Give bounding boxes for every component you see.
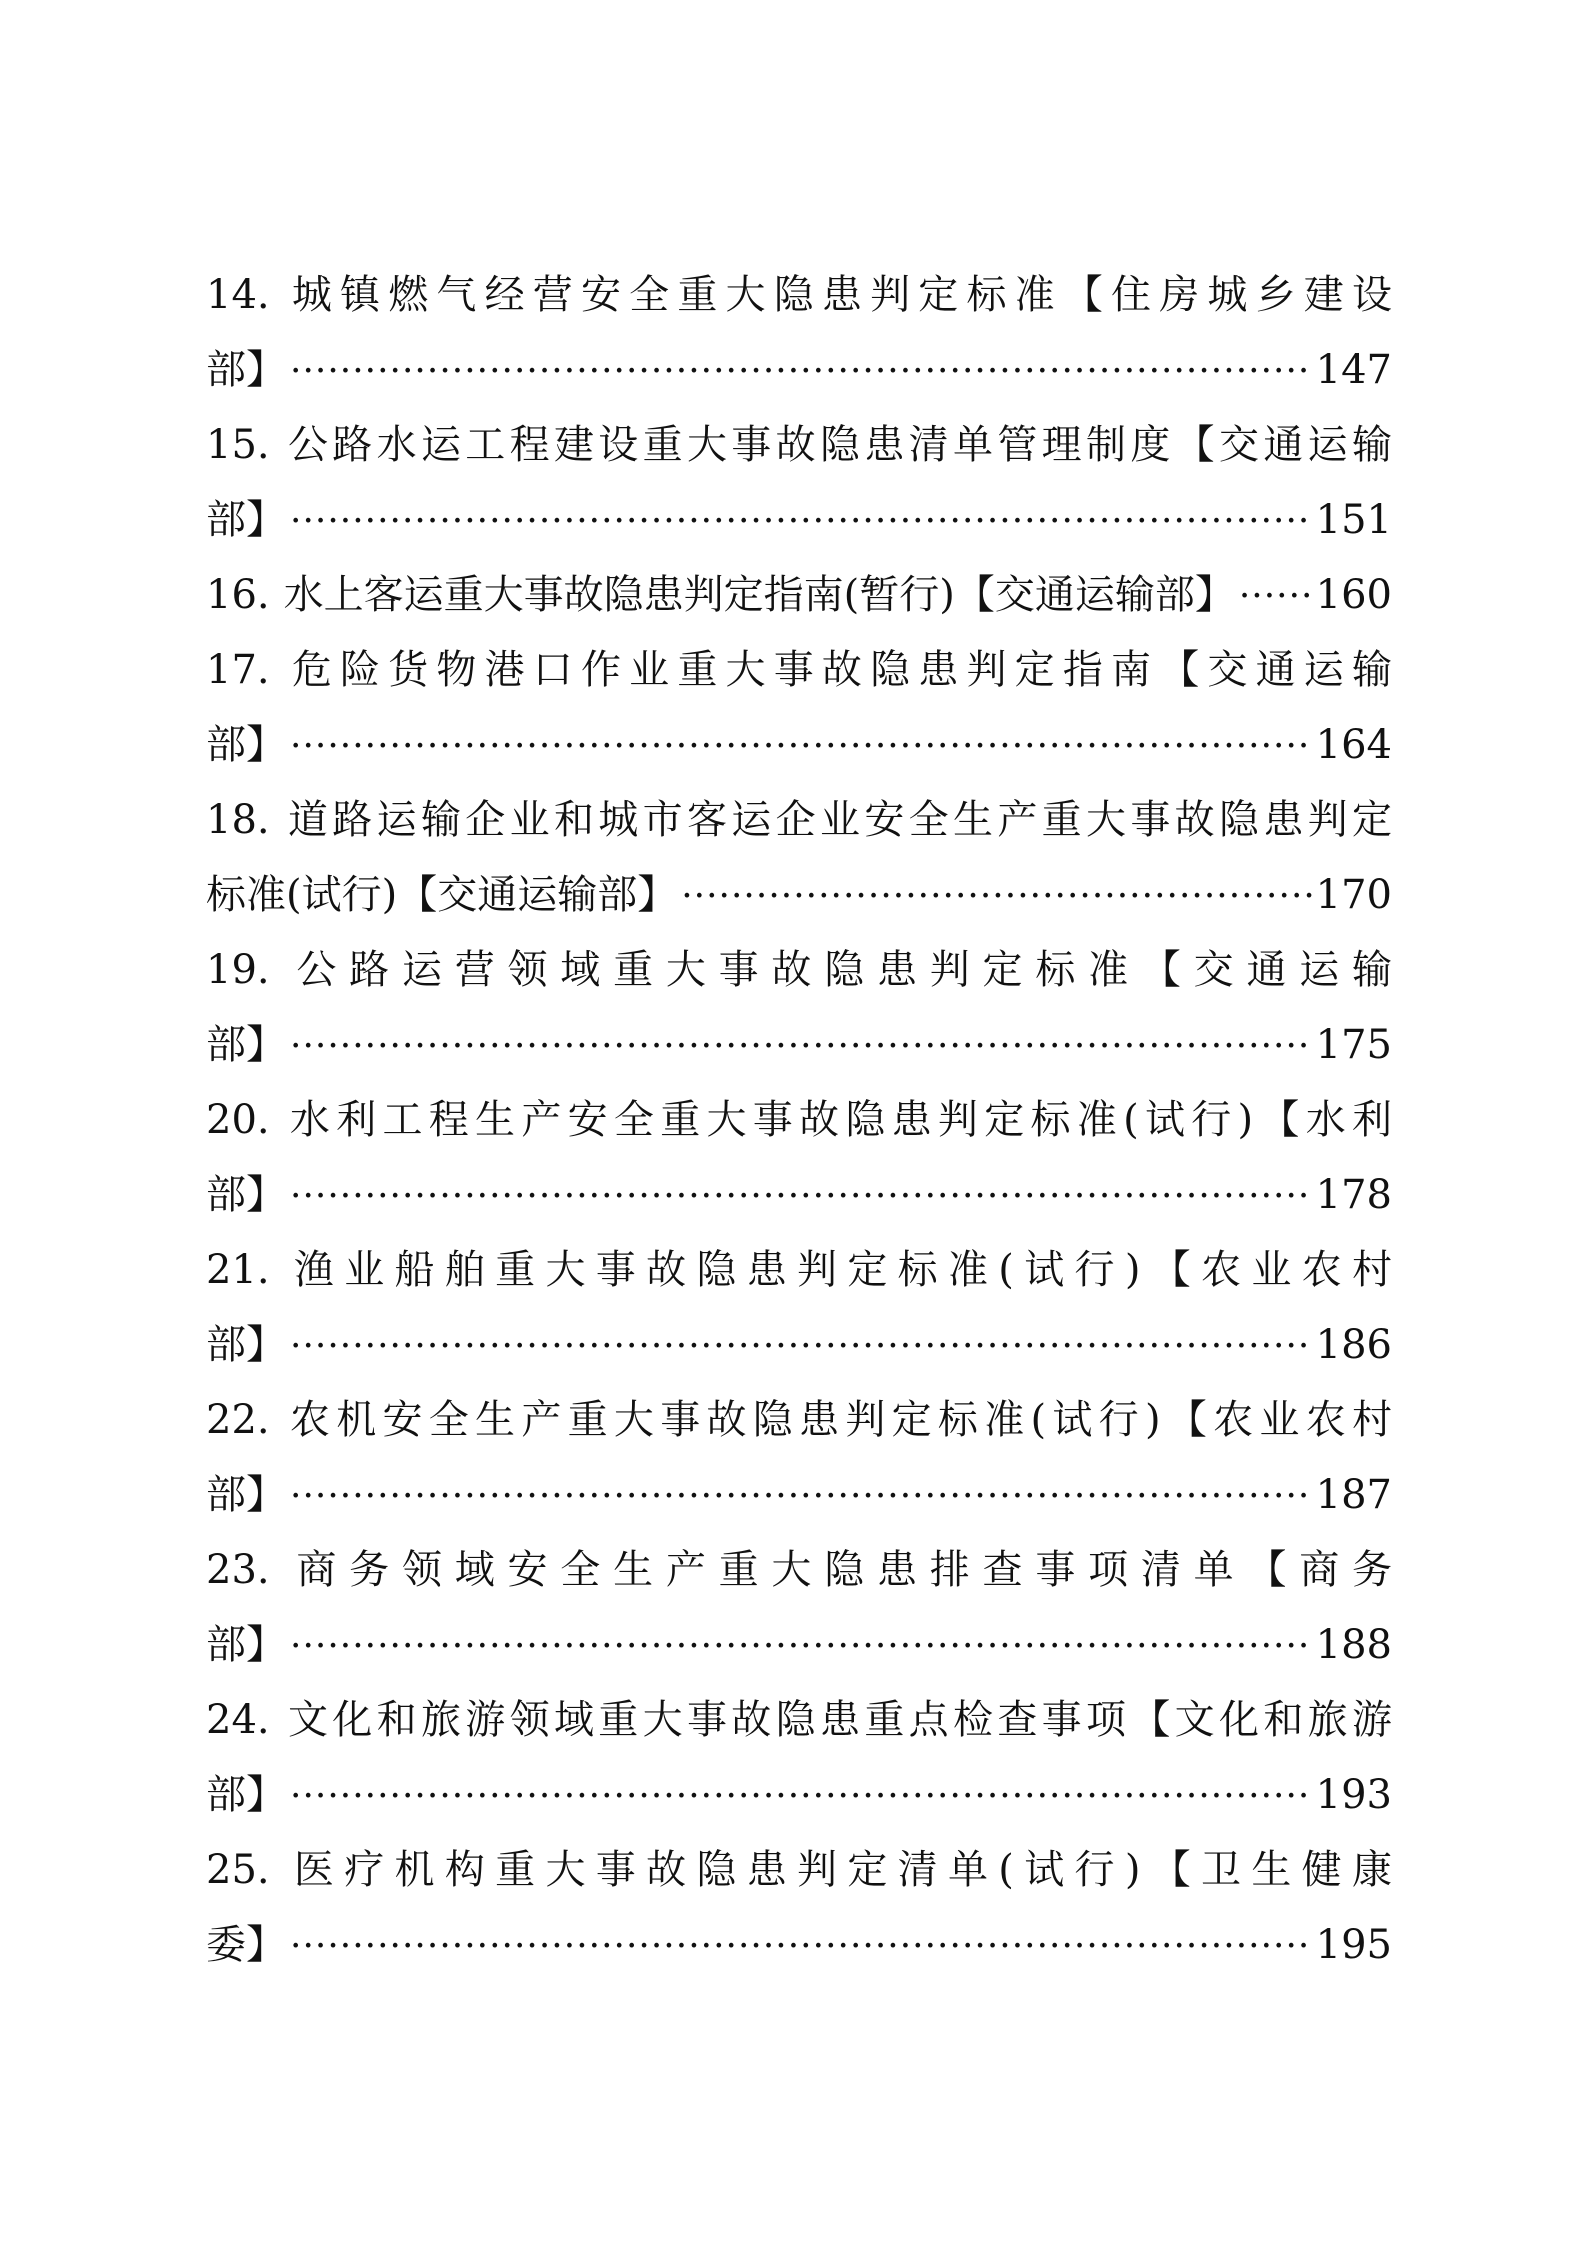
entry-title-continuation: 部】 — [206, 1172, 286, 1218]
dot-leader — [681, 859, 1311, 934]
dot-leader — [290, 1909, 1312, 1984]
entry-title: 文化和旅游领域重大事故隐患重点检查事项【文化和旅游 — [283, 1697, 1392, 1743]
dot-leader — [1239, 559, 1312, 634]
entry-number: 19. — [206, 947, 270, 993]
entry-title-continuation: 部】 — [206, 1322, 286, 1368]
entry-title-continuation: 标准(试行)【交通运输部】 — [206, 872, 678, 918]
page-number: 164 — [1315, 722, 1392, 768]
page-number: 175 — [1315, 1022, 1392, 1068]
entry-title: 水上客运重大事故隐患判定指南(暂行)【交通运输部】 — [283, 572, 1235, 618]
toc-entry-15[interactable] — [206, 408, 1392, 558]
page-number: 193 — [1315, 1772, 1392, 1818]
page-number: 151 — [1315, 497, 1392, 543]
toc-entry-25[interactable] — [206, 1833, 1392, 1983]
toc-entry-18[interactable] — [206, 783, 1392, 933]
dot-leader — [290, 1759, 1312, 1834]
page-number: 147 — [1315, 347, 1392, 393]
dot-leader — [290, 709, 1312, 784]
entry-title-continuation: 部】 — [206, 497, 286, 543]
entry-number: 25. — [206, 1847, 270, 1893]
entry-title-continuation: 部】 — [206, 1622, 286, 1668]
dot-leader — [290, 334, 1312, 409]
toc-entry-22[interactable] — [206, 1383, 1392, 1533]
dot-leader — [290, 1459, 1312, 1534]
entry-title: 道路运输企业和城市客运企业安全生产重大事故隐患判定 — [283, 797, 1392, 843]
entry-number: 23. — [206, 1547, 270, 1593]
page-number: 178 — [1315, 1172, 1392, 1218]
entry-number: 24. — [206, 1697, 270, 1743]
toc-entry-16[interactable] — [206, 558, 1392, 633]
entry-number: 15. — [206, 422, 270, 468]
entry-number: 17. — [206, 647, 270, 693]
entry-title: 城镇燃气经营安全重大隐患判定标准【住房城乡建设 — [283, 272, 1392, 318]
entry-title: 农机安全生产重大事故隐患判定标准(试行)【农业农村 — [283, 1397, 1392, 1443]
entry-title: 公路运营领域重大事故隐患判定标准【交通运输 — [283, 947, 1392, 993]
toc-entry-14[interactable] — [206, 258, 1392, 408]
toc-entry-21[interactable] — [206, 1233, 1392, 1383]
entry-title-continuation: 委】 — [206, 1922, 286, 1968]
entry-number: 22. — [206, 1397, 270, 1443]
entry-title-continuation: 部】 — [206, 347, 286, 393]
dot-leader — [290, 484, 1312, 559]
dot-leader — [290, 1609, 1312, 1684]
dot-leader — [290, 1309, 1312, 1384]
toc-entry-24[interactable] — [206, 1683, 1392, 1833]
entry-title: 商务领域安全生产重大隐患排查事项清单【商务 — [283, 1547, 1392, 1593]
entry-number: 16. — [206, 572, 270, 618]
page-number: 160 — [1315, 572, 1392, 618]
entry-title-continuation: 部】 — [206, 1022, 286, 1068]
entry-number: 21. — [206, 1247, 270, 1293]
entry-number: 14. — [206, 272, 270, 318]
dot-leader — [290, 1009, 1312, 1084]
entry-title: 公路水运工程建设重大事故隐患清单管理制度【交通运输 — [283, 422, 1392, 468]
entry-number: 20. — [206, 1097, 270, 1143]
toc-entry-17[interactable] — [206, 633, 1392, 783]
entry-title: 渔业船舶重大事故隐患判定标准(试行)【农业农村 — [283, 1247, 1392, 1293]
entry-title: 危险货物港口作业重大事故隐患判定指南【交通运输 — [283, 647, 1392, 693]
entry-title-continuation: 部】 — [206, 1772, 286, 1818]
dot-leader — [290, 1159, 1312, 1234]
entry-title: 医疗机构重大事故隐患判定清单(试行)【卫生健康 — [283, 1847, 1392, 1893]
page-number: 188 — [1315, 1622, 1392, 1668]
toc-entry-23[interactable] — [206, 1533, 1392, 1683]
toc-entry-19[interactable] — [206, 933, 1392, 1083]
entry-title-continuation: 部】 — [206, 1472, 286, 1518]
page-number: 187 — [1315, 1472, 1392, 1518]
table-of-contents — [206, 258, 1392, 1983]
entry-number: 18. — [206, 797, 270, 843]
page-number: 170 — [1315, 872, 1392, 918]
entry-title: 水利工程生产安全重大事故隐患判定标准(试行)【水利 — [283, 1097, 1392, 1143]
page-number: 195 — [1315, 1922, 1392, 1968]
entry-title-continuation: 部】 — [206, 722, 286, 768]
toc-entry-20[interactable] — [206, 1083, 1392, 1233]
page-number: 186 — [1315, 1322, 1392, 1368]
